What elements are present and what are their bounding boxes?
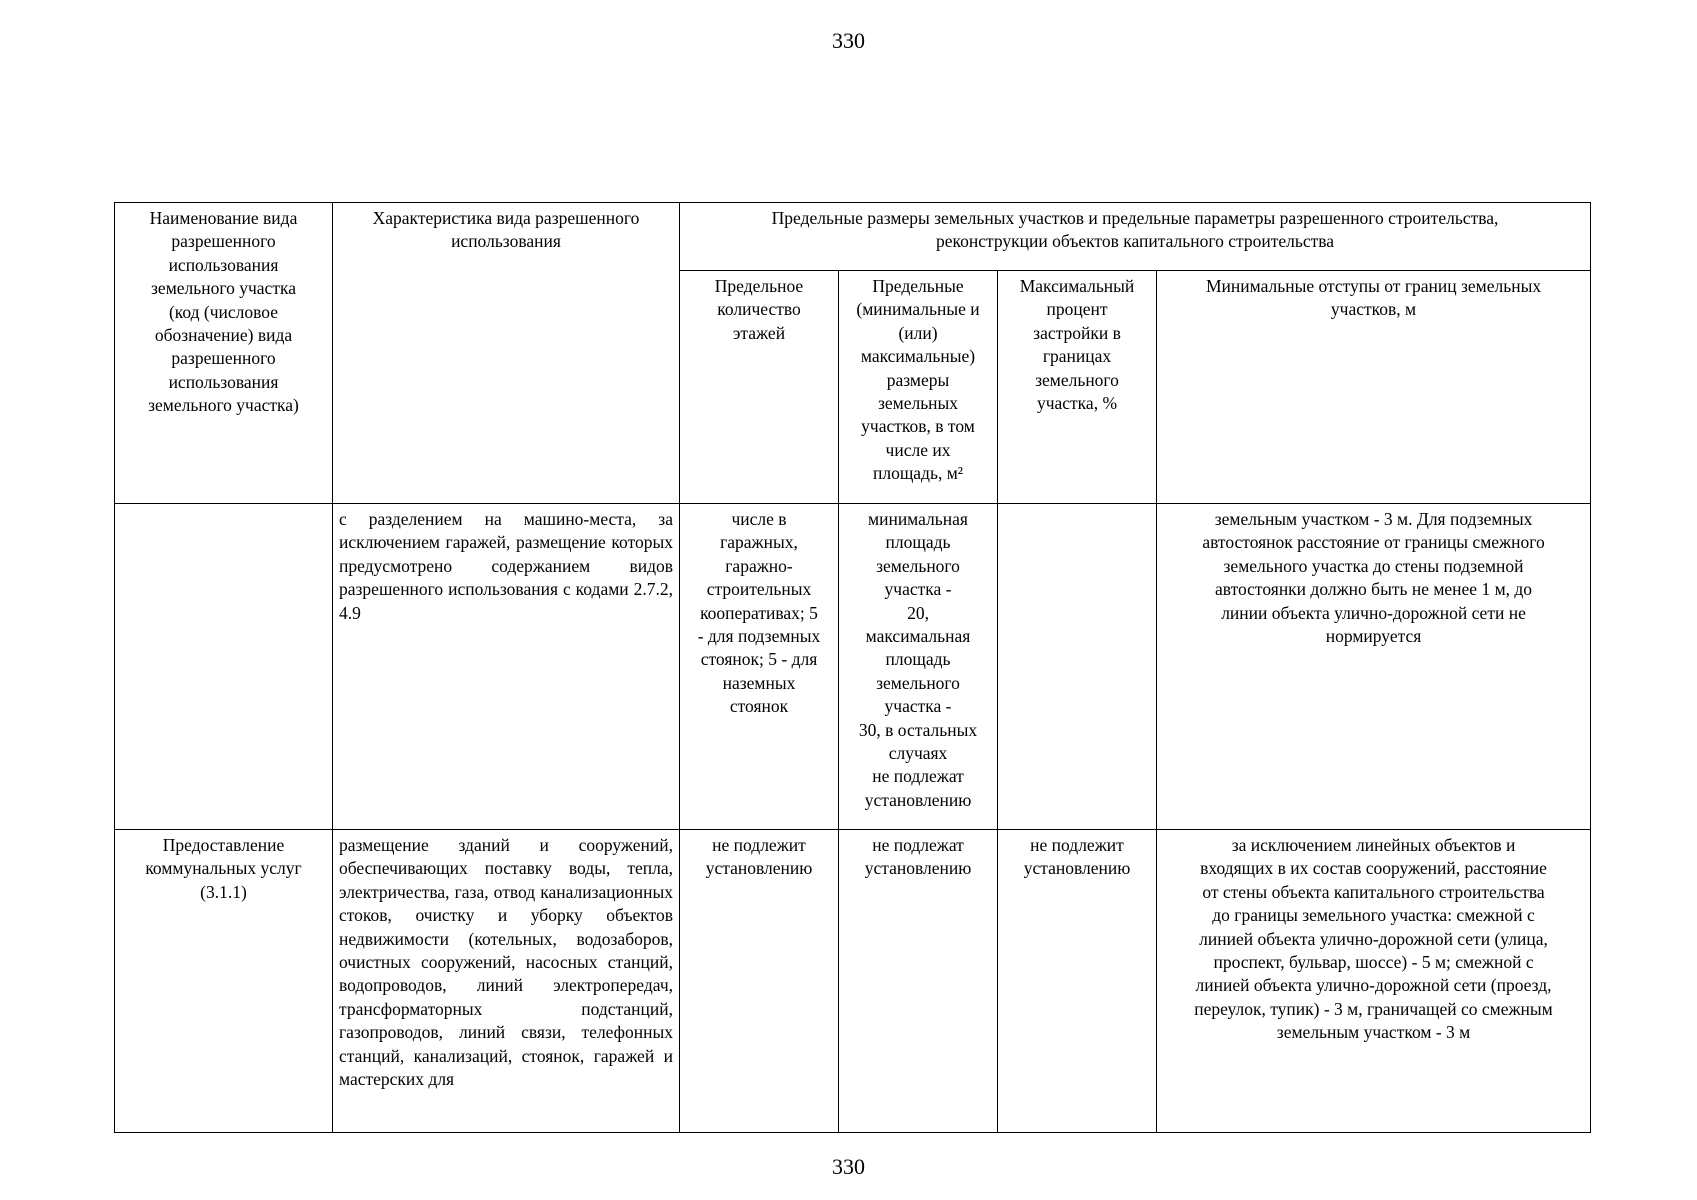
table-row: [115, 504, 1591, 830]
page-number-bottom: 330: [832, 1154, 865, 1179]
table-row: [115, 830, 1591, 1133]
cell-setbacks: за исключением линейных объектов и входящих в их состав сооружений, расстояние от стены объекта капитального строительства до границы земельного участка: смежной с линией объекта улично-дорожной сети (улица, проспект, бульвар, шоссе) - 5 м; смежной с линией объекта улично-дорожной сети (проезд, переулок, тупик) - 3 м, граничащей со смежным земельным участком - 3 м: [1157, 830, 1591, 1133]
cell-name: [115, 504, 333, 830]
cell-name: Предоставление коммунальных услуг (3.1.1): [115, 830, 333, 1133]
header-max-percent: Максимальный процент застройки в границах земельного участка, %: [998, 271, 1157, 504]
header-characteristic: Характеристика вида разрешенного использования: [333, 203, 680, 504]
header-row-1: [115, 203, 1591, 271]
cell-max-percent: не подлежит установлению: [998, 830, 1157, 1133]
cell-sizes: не подлежат установлению: [839, 830, 998, 1133]
cell-floors: не подлежит установлению: [680, 830, 839, 1133]
cell-floors: числе в гаражных, гаражно- строительных кооперативах; 5 - для подземных стоянок; 5 - для наземных стоянок: [680, 504, 839, 830]
header-floors: Предельное количество этажей: [680, 271, 839, 504]
cell-characteristic: размещение зданий и сооружений, обеспечивающих поставку воды, тепла, электричества, газа, отвод канализационных стоков, очистку и уборку объектов недвижимости (котельных, водозаборов, очистных сооружений, насосных станций, водопроводов, линий электропередач, трансформаторных подстанций, газопроводов, линий связи, телефонных станций, канализаций, стоянок, гаражей и мастерских для: [333, 830, 680, 1133]
header-setbacks: Минимальные отступы от границ земельных участков, м: [1157, 271, 1591, 504]
land-use-regulations-table: [114, 202, 1591, 1133]
header-group-limits: Предельные размеры земельных участков и предельные параметры разрешенного строительства, реконструкции объектов капитального строительства: [680, 203, 1591, 271]
cell-max-percent: [998, 504, 1157, 830]
cell-characteristic: с разделением на машино-места, за исключением гаражей, размещение которых предусмотрено содержанием видов разрешенного использования с кодами 2.7.2, 4.9: [333, 504, 680, 830]
header-sizes: Предельные (минимальные и (или) максимальные) размеры земельных участков, в том числе их площадь, м²: [839, 271, 998, 504]
cell-sizes: минимальная площадь земельного участка - 20, максимальная площадь земельного участка - 30, в остальных случаях не подлежат установлению: [839, 504, 998, 830]
page-number-top: 330: [832, 28, 865, 53]
cell-setbacks: земельным участком - 3 м. Для подземных автостоянок расстояние от границы смежного земельного участка до стены подземной автостоянки должно быть не менее 1 м, до линии объекта улично-дорожной сети не нормируется: [1157, 504, 1591, 830]
header-name: Наименование вида разрешенного использования земельного участка (код (числовое обозначение) вида разрешенного использования земельного участка): [115, 203, 333, 504]
